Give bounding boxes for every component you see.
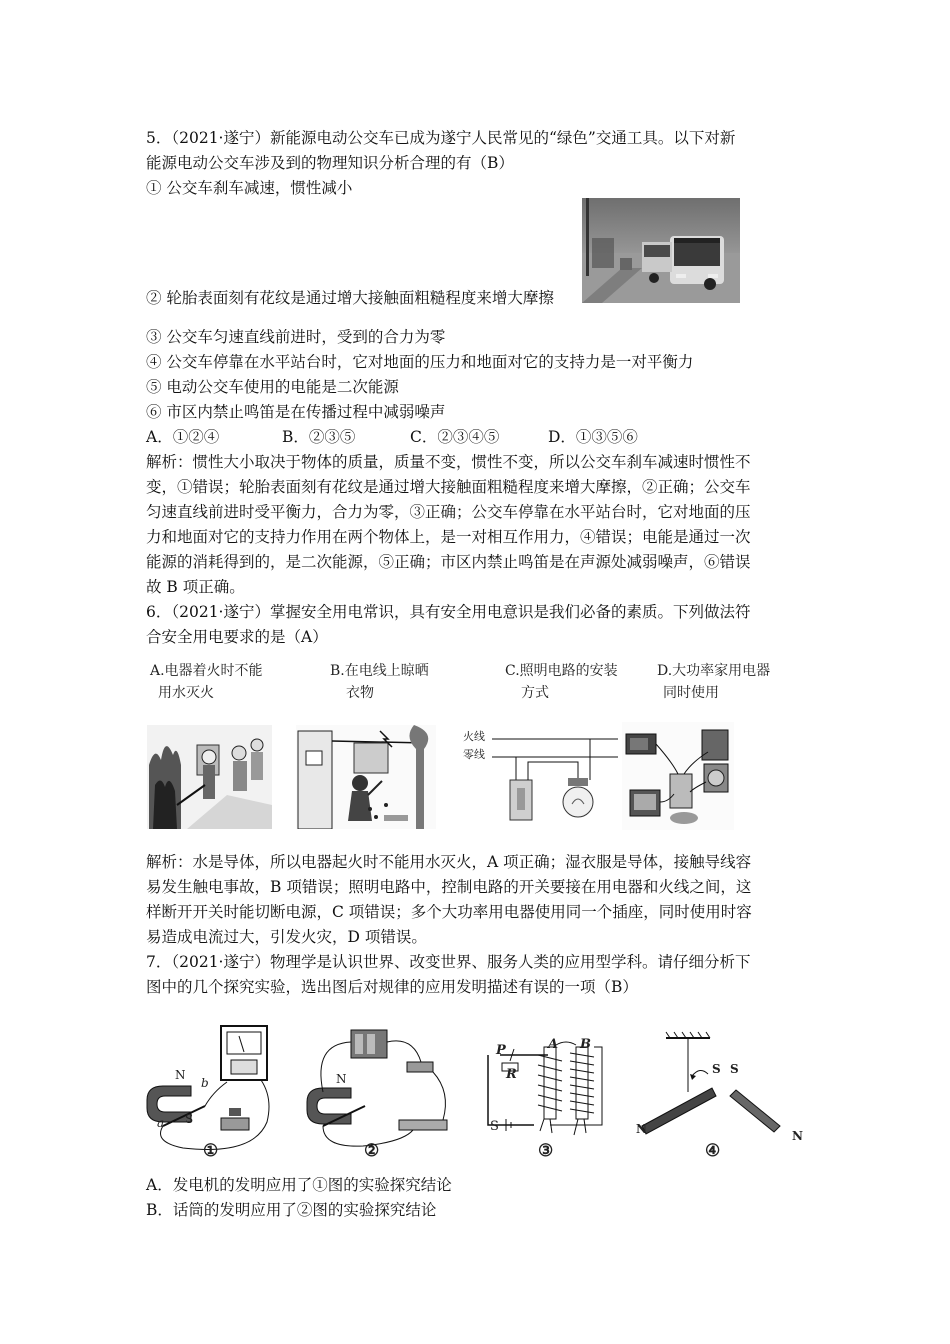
- q5-analysis-2: 变，①错误；轮胎表面刻有花纹是通过增大接触面粗糙程度来增大摩擦，②正确；公交车: [146, 478, 751, 496]
- q5-item-4: ④ 公交车停靠在水平站台时，它对地面的压力和地面对它的支持力是一对平衡力: [146, 353, 694, 371]
- q6-analysis-2: 易发生触电事故，B 项错误；照明电路中，控制电路的开关要接在用电器和火线之间，这: [146, 878, 752, 896]
- q5-stem-line2: 能源电动公交车涉及到的物理知识分析合理的有（B）: [146, 154, 514, 172]
- fig1-letter-b: b: [201, 1076, 209, 1090]
- experiment-figure-4: [632, 1030, 807, 1140]
- fig2-letter-n: N: [336, 1072, 347, 1086]
- q5-analysis-6: 故 B 项正确。: [146, 578, 245, 596]
- fig4-letter-s-right: S: [730, 1062, 739, 1076]
- q7-stem-line1: 7．（2021·遂宁）物理学是认识世界、改变世界、服务人类的应用型学科。请仔细分析下: [146, 953, 751, 971]
- q5-option-b: B．②③⑤: [282, 428, 356, 446]
- live-wire-label: 火线: [463, 730, 485, 743]
- fig3-letter-b: B: [580, 1037, 591, 1052]
- q5-analysis-1: 解析：惯性大小取决于物体的质量，质量不变，惯性不变，所以公交车刹车减速时惯性不: [146, 453, 751, 471]
- fig3-letter-s: S: [490, 1119, 499, 1134]
- fig1-letter-n: N: [175, 1068, 186, 1082]
- overloaded-socket-illustration: [622, 722, 734, 830]
- q5-item-5: ⑤ 电动公交车使用的电能是二次能源: [146, 378, 399, 396]
- q5-stem-line1: 5．（2021·遂宁）新能源电动公交车已成为遂宁人民常见的“绿色”交通工具。以下对新: [146, 129, 736, 147]
- q6-analysis-4: 易造成电流过大，引发火灾，D 项错误。: [146, 928, 427, 946]
- q6-caption-a: A.电器着火时不能 用水灭火: [150, 663, 263, 701]
- fig2-number-label: ②: [364, 1141, 380, 1161]
- fig4-number-label: ④: [705, 1141, 721, 1161]
- q5-analysis-3: 匀速直线前进时受平衡力，合力为零，③正确；公交车停靠在水平站台时，它对地面的压: [146, 503, 751, 521]
- clothes-on-wire-illustration: [296, 725, 436, 829]
- q6-caption-d: D.大功率家用电器 同时使用: [657, 663, 771, 701]
- fig3-letter-a: A: [548, 1037, 559, 1052]
- fig3-letter-p: P: [496, 1043, 506, 1058]
- q5-analysis-5: 能源的消耗得到的，是二次能源，⑤正确；市区内禁止鸣笛是在声源处减弱噪声，⑥错误: [146, 553, 751, 571]
- q5-item-1: ① 公交车刹车减速，惯性减小: [146, 179, 353, 197]
- fig4-letter-n-right: N: [792, 1129, 803, 1143]
- fig1-letter-s: S: [185, 1112, 194, 1126]
- q6-caption-b: B.在电线上晾晒 衣物: [330, 663, 429, 701]
- fig3-letter-r: R: [506, 1067, 517, 1082]
- bus-photo: [582, 198, 740, 303]
- fig1-letter-a: a: [157, 1116, 165, 1130]
- q6-analysis-3: 样断开开关时能切断电源，C 项错误；多个大功率用电器使用同一个插座，同时使用时容: [146, 903, 752, 921]
- fig1-number-label: ①: [203, 1141, 219, 1161]
- q7-stem-line2: 图中的几个探究实验，选出图后对规律的应用发明描述有误的一项（B）: [146, 978, 638, 996]
- q6-stem-line2: 合安全用电要求的是（A）: [146, 628, 328, 646]
- fig4-letter-n-left: N: [636, 1122, 647, 1136]
- fire-scene-illustration: [147, 725, 272, 829]
- q6-analysis-1: 解析：水是导体，所以电器起火时不能用水灭火，A 项正确；湿衣服是导体，接触导线容: [146, 853, 752, 871]
- q5-item-6: ⑥ 市区内禁止鸣笛是在传播过程中减弱噪声: [146, 403, 446, 421]
- q5-option-d: D．①③⑤⑥: [548, 428, 638, 446]
- neutral-wire-label: 零线: [463, 748, 485, 761]
- q5-item-3: ③ 公交车匀速直线前进时，受到的合力为零: [146, 328, 446, 346]
- q5-analysis-4: 力和地面对它的支持力作用在两个物体上，是一对相互作用力，④错误；电能是通过一次: [146, 528, 751, 546]
- q7-option-a: A．发电机的发明应用了①图的实验探究结论: [146, 1176, 452, 1194]
- fig4-letter-s-left: S: [712, 1062, 721, 1076]
- q5-options: [146, 425, 638, 449]
- q5-option-a: A．①②④: [146, 428, 220, 446]
- q5-option-c: C．②③④⑤: [410, 428, 500, 446]
- fig3-number-label: ③: [538, 1141, 554, 1161]
- q5-item-2: ② 轮胎表面刻有花纹是通过增大接触面粗糙程度来增大摩擦: [146, 289, 554, 307]
- q6-stem-line1: 6．（2021·遂宁）掌握安全用电常识，具有安全用电意识是我们必备的素质。下列做法符: [146, 603, 751, 621]
- q6-caption-c: C.照明电路的安装 方式: [505, 663, 618, 701]
- q7-option-b: B．话筒的发明应用了②图的实验探究结论: [146, 1201, 437, 1219]
